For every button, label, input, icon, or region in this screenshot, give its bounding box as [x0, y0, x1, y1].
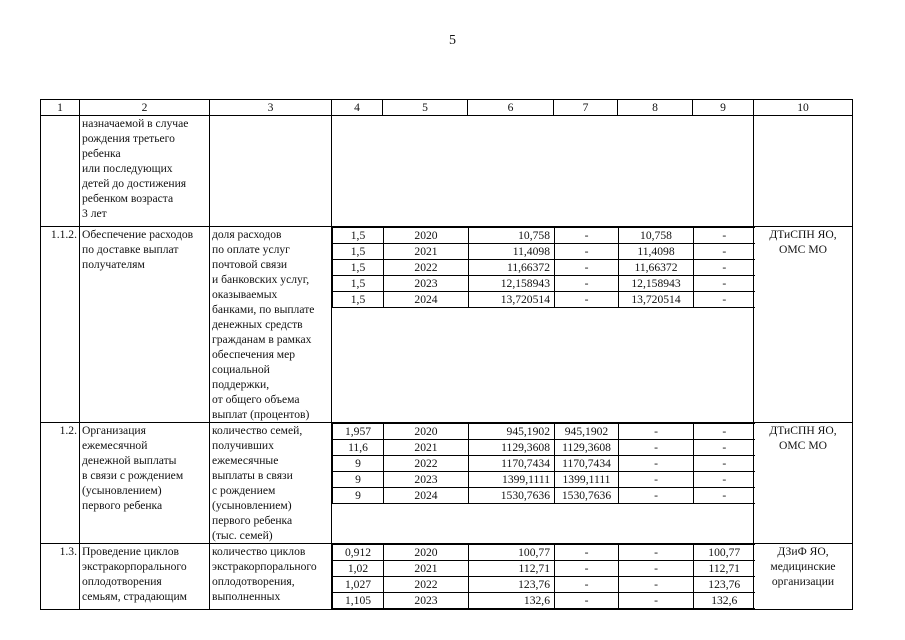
year-row [333, 593, 755, 609]
value-cell-v7: - [555, 292, 619, 308]
item-number [41, 116, 80, 227]
indicator-line: и банковских услуг, [212, 273, 310, 286]
year-row [333, 456, 755, 472]
value-cell-v7: 1399,1111 [555, 472, 619, 488]
yearly-values [332, 116, 754, 227]
description-line: денежной выплаты [82, 454, 177, 467]
item-number: 1.1.2. [41, 227, 80, 423]
year-row [333, 488, 755, 504]
description-line: Проведение циклов [82, 545, 179, 558]
value-cell-v7: 945,1902 [555, 424, 619, 440]
grid-spacer [333, 504, 755, 505]
value-cell-v5: 2023 [384, 593, 469, 609]
year-row [333, 424, 755, 440]
value-cell-v5: 2021 [384, 440, 469, 456]
value-cell-v6: 123,76 [469, 577, 555, 593]
year-row [333, 472, 755, 488]
table-row [41, 116, 853, 227]
value-cell-v5: 2020 [384, 545, 469, 561]
year-row [333, 545, 755, 561]
value-cell-v6: 11,66372 [469, 260, 555, 276]
value-cell-v4: 1,957 [333, 424, 384, 440]
yearly-values-grid [332, 423, 755, 504]
value-cell-v6: 1530,7636 [469, 488, 555, 504]
value-cell-v9: 132,6 [694, 593, 755, 609]
indicator-line: количество семей, [212, 424, 303, 437]
column-number-10: 10 [754, 100, 853, 116]
description-line: семьям, страдающим [82, 590, 187, 603]
header-row [41, 100, 853, 116]
value-cell-v9: - [694, 488, 755, 504]
responsible-executor [754, 227, 853, 423]
value-cell-v5: 2022 [384, 456, 469, 472]
value-cell-v6: 13,720514 [469, 292, 555, 308]
value-cell-v9: - [694, 424, 755, 440]
value-cell-v5: 2023 [384, 472, 469, 488]
value-cell-v7: - [555, 244, 619, 260]
responsible-executor [754, 544, 853, 610]
description-line: по доставке выплат [82, 243, 179, 256]
column-number-8: 8 [618, 100, 693, 116]
value-cell-v4: 0,912 [333, 545, 384, 561]
description-line: 3 лет [82, 207, 107, 220]
column-number-6: 6 [468, 100, 554, 116]
indicator-line: с рождением [212, 484, 276, 497]
value-cell-v4: 1,5 [333, 244, 384, 260]
value-cell-v8: - [619, 545, 694, 561]
value-cell-v5: 2022 [384, 577, 469, 593]
value-cell-v5: 2022 [384, 260, 469, 276]
description-line: Организация [82, 424, 146, 437]
value-cell-v4: 1,5 [333, 228, 384, 244]
indicator-line: доля расходов [212, 228, 282, 241]
indicator-line: по оплате услуг [212, 243, 290, 256]
indicator-line: обеспечения мер [212, 348, 296, 361]
item-number: 1.3. [41, 544, 80, 610]
value-cell-v9: 100,77 [694, 545, 755, 561]
value-cell-v4: 1,5 [333, 276, 384, 292]
value-cell-v8: 11,66372 [619, 260, 694, 276]
executor-line: ОМС МО [779, 243, 827, 256]
column-number-1: 1 [41, 100, 80, 116]
page-number: 5 [449, 33, 456, 48]
indicator-description [210, 423, 332, 544]
value-cell-v5: 2024 [384, 488, 469, 504]
value-cell-v8: - [619, 577, 694, 593]
yearly-values [332, 544, 754, 610]
item-number: 1.2. [41, 423, 80, 544]
value-cell-v4: 1,5 [333, 260, 384, 276]
value-cell-v4: 9 [333, 472, 384, 488]
description-line: назначаемой в случае [82, 117, 189, 130]
description-line: или последующих [82, 162, 173, 175]
value-cell-v6: 11,4098 [469, 244, 555, 260]
year-row [333, 577, 755, 593]
year-row [333, 276, 755, 292]
value-cell-v7: 1530,7636 [555, 488, 619, 504]
table-row [41, 227, 853, 423]
responsible-executor [754, 423, 853, 544]
year-row [333, 292, 755, 308]
value-cell-v5: 2021 [384, 244, 469, 260]
indicator-line: выполненных [212, 590, 281, 603]
indicator-line: банками, по выплате [212, 303, 315, 316]
value-cell-v6: 132,6 [469, 593, 555, 609]
value-cell-v9: - [694, 228, 755, 244]
value-cell-v8: 11,4098 [619, 244, 694, 260]
value-cell-v6: 1399,1111 [469, 472, 555, 488]
value-cell-v9: - [694, 440, 755, 456]
indicator-line: оплодотворения, [212, 575, 295, 588]
table-row [41, 423, 853, 544]
executor-line: ДТиСПН ЯО, [769, 424, 837, 437]
indicator-line: поддержки, [212, 378, 270, 391]
value-cell-v6: 112,71 [469, 561, 555, 577]
value-cell-v4: 1,027 [333, 577, 384, 593]
value-cell-v8: 12,158943 [619, 276, 694, 292]
indicator-line: социальной [212, 363, 270, 376]
value-cell-v5: 2021 [384, 561, 469, 577]
measure-description [80, 227, 210, 423]
indicator-description [210, 116, 332, 227]
indicator-line: гражданам в рамках [212, 333, 312, 346]
indicator-line: первого ребенка [212, 514, 293, 527]
executor-line: организации [771, 575, 835, 588]
indicator-line: экстракорпорального [212, 560, 317, 573]
value-cell-v9: 123,76 [694, 577, 755, 593]
value-cell-v8: 13,720514 [619, 292, 694, 308]
indicator-line: выплат (процентов) [212, 408, 310, 421]
indicator-description [210, 227, 332, 423]
value-cell-v9: - [694, 276, 755, 292]
description-line: ребенка [82, 147, 121, 160]
value-cell-v7: - [555, 545, 619, 561]
yearly-values [332, 227, 754, 423]
value-cell-v9: - [694, 260, 755, 276]
executor-line: медицинские [770, 560, 836, 573]
column-number-2: 2 [80, 100, 210, 116]
indicator-line: получивших [212, 439, 274, 452]
table-row [41, 544, 853, 610]
column-number-4: 4 [332, 100, 383, 116]
column-number-5: 5 [383, 100, 468, 116]
value-cell-v7: - [555, 561, 619, 577]
value-cell-v6: 100,77 [469, 545, 555, 561]
value-cell-v4: 1,105 [333, 593, 384, 609]
value-cell-v4: 9 [333, 456, 384, 472]
value-cell-v7: - [555, 260, 619, 276]
value-cell-v8: 10,758 [619, 228, 694, 244]
indicator-line: количество циклов [212, 545, 306, 558]
measure-description [80, 116, 210, 227]
indicator-line: от общего объема [212, 393, 300, 406]
description-line: экстракорпорального [82, 560, 187, 573]
measure-description [80, 423, 210, 544]
value-cell-v9: - [694, 472, 755, 488]
indicator-line: денежных средств [212, 318, 303, 331]
value-cell-v8: - [619, 456, 694, 472]
indicator-line: ежемесячные [212, 454, 279, 467]
column-number-7: 7 [554, 100, 618, 116]
value-cell-v7: 1170,7434 [555, 456, 619, 472]
indicator-line: оказываемых [212, 288, 278, 301]
description-line: первого ребенка [82, 499, 163, 512]
year-row [333, 440, 755, 456]
executor-line: ОМС МО [779, 439, 827, 452]
value-cell-v5: 2020 [384, 228, 469, 244]
year-row [333, 228, 755, 244]
yearly-values-grid [332, 544, 755, 609]
yearly-values-grid [332, 227, 755, 308]
grid-spacer [333, 609, 755, 610]
executor-line: ДТиСПН ЯО, [769, 228, 837, 241]
value-cell-v7: - [555, 228, 619, 244]
value-cell-v9: 112,71 [694, 561, 755, 577]
year-row [333, 244, 755, 260]
description-line: в связи с рождением [82, 469, 184, 482]
grid-spacer [333, 308, 755, 309]
value-cell-v7: - [555, 577, 619, 593]
value-cell-v6: 12,158943 [469, 276, 555, 292]
description-line: рождения третьего [82, 132, 175, 145]
column-number-3: 3 [210, 100, 332, 116]
value-cell-v8: - [619, 488, 694, 504]
measure-description [80, 544, 210, 610]
value-cell-v7: - [555, 593, 619, 609]
year-row [333, 260, 755, 276]
description-line: ребенком возраста [82, 192, 174, 205]
indicator-line: выплаты в связи [212, 469, 293, 482]
value-cell-v6: 10,758 [469, 228, 555, 244]
value-cell-v8: - [619, 472, 694, 488]
value-cell-v5: 2020 [384, 424, 469, 440]
indicator-description [210, 544, 332, 610]
value-cell-v5: 2024 [384, 292, 469, 308]
value-cell-v5: 2023 [384, 276, 469, 292]
indicator-line: (тыс. семей) [212, 529, 273, 542]
value-cell-v6: 1129,3608 [469, 440, 555, 456]
value-cell-v8: - [619, 561, 694, 577]
value-cell-v9: - [694, 244, 755, 260]
value-cell-v4: 1,02 [333, 561, 384, 577]
description-line: ежемесячной [82, 439, 148, 452]
value-cell-v7: - [555, 276, 619, 292]
value-cell-v4: 11,6 [333, 440, 384, 456]
value-cell-v8: - [619, 440, 694, 456]
value-cell-v9: - [694, 292, 755, 308]
year-row [333, 561, 755, 577]
value-cell-v7: 1129,3608 [555, 440, 619, 456]
description-line: (усыновлением) [82, 484, 162, 497]
value-cell-v9: - [694, 456, 755, 472]
value-cell-v6: 945,1902 [469, 424, 555, 440]
description-line: получателям [82, 258, 145, 271]
responsible-executor [754, 116, 853, 227]
value-cell-v8: - [619, 593, 694, 609]
description-line: оплодотворения [82, 575, 162, 588]
program-table [40, 99, 853, 610]
indicator-line: почтовой связи [212, 258, 288, 271]
value-cell-v4: 1,5 [333, 292, 384, 308]
column-number-9: 9 [693, 100, 754, 116]
indicator-line: (усыновлением) [212, 499, 292, 512]
description-line: детей до достижения [82, 177, 187, 190]
description-line: Обеспечение расходов [82, 228, 194, 241]
value-cell-v6: 1170,7434 [469, 456, 555, 472]
value-cell-v4: 9 [333, 488, 384, 504]
executor-line: ДЗиФ ЯО, [777, 545, 829, 558]
yearly-values [332, 423, 754, 544]
value-cell-v8: - [619, 424, 694, 440]
